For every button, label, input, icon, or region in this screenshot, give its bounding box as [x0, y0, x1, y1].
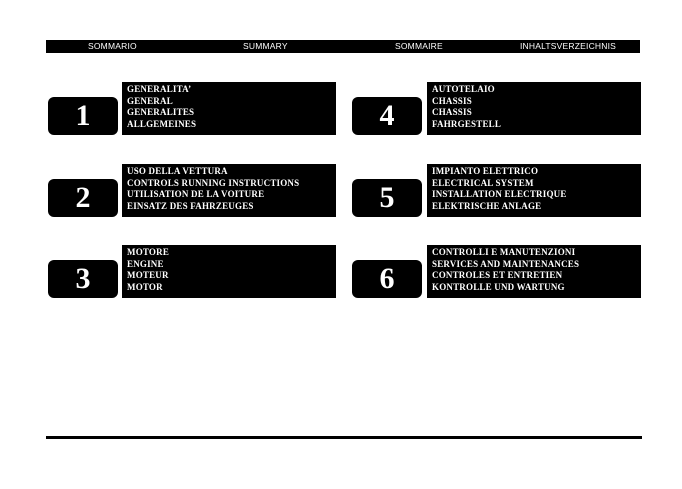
section-label-6[interactable] — [427, 245, 641, 298]
section-3-line-de: MOTOR — [127, 281, 163, 292]
section-label-4[interactable] — [427, 82, 641, 135]
section-3-line-fr: MOTEUR — [127, 270, 169, 281]
section-3-line-it: MOTORE — [127, 247, 170, 257]
header-sommaire: SOMMAIRE — [395, 41, 443, 51]
section-number-3[interactable]: 3 — [48, 260, 118, 298]
section-5-line-it: IMPIANTO ELETTRICO — [432, 166, 539, 176]
section-4-line-de: FAHRGESTELL — [432, 118, 502, 129]
section-3-line-en: ENGINE — [127, 258, 164, 269]
section-4-line-en: CHASSIS — [432, 95, 472, 106]
header-summary: SUMMARY — [243, 41, 288, 51]
section-label-5[interactable] — [427, 164, 641, 217]
section-6-line-en: SERVICES AND MAINTENANCES — [432, 258, 580, 269]
section-number-4[interactable]: 4 — [352, 97, 422, 135]
section-number-6[interactable]: 6 — [352, 260, 422, 298]
section-1-line-en: GENERAL — [127, 95, 173, 106]
section-6-line-fr: CONTROLES ET ENTRETIEN — [432, 270, 563, 281]
section-label-2[interactable] — [122, 164, 336, 217]
section-label-1[interactable] — [122, 82, 336, 135]
section-2-line-de: EINSATZ DES FAHRZEUGES — [127, 200, 254, 211]
header-bar — [46, 40, 640, 53]
section-label-3[interactable] — [122, 245, 336, 298]
section-2-line-en: CONTROLS RUNNING INSTRUCTIONS — [127, 177, 300, 188]
header-sommario: SOMMARIO — [88, 41, 137, 51]
header-inhaltsverzeichnis: INHALTSVERZEICHNIS — [520, 41, 617, 51]
section-1-line-it: GENERALITA’ — [127, 84, 192, 94]
bottom-rule — [46, 436, 642, 439]
section-number-2[interactable]: 2 — [48, 179, 118, 217]
section-number-1[interactable]: 1 — [48, 97, 118, 135]
section-4-line-it: AUTOTELAIO — [432, 84, 495, 94]
section-number-5[interactable]: 5 — [352, 179, 422, 217]
section-5-line-en: ELECTRICAL SYSTEM — [432, 177, 534, 188]
section-2-line-fr: UTILISATION DE LA VOITURE — [127, 189, 265, 200]
section-2-line-it: USO DELLA VETTURA — [127, 166, 228, 176]
section-1-line-fr: GENERALITES — [127, 107, 195, 118]
section-4-line-fr: CHASSIS — [432, 107, 472, 118]
section-1-line-de: ALLGEMEINES — [127, 118, 197, 129]
section-6-line-it: CONTROLLI E MANUTENZIONI — [432, 247, 576, 257]
section-5-line-de: ELEKTRISCHE ANLAGE — [432, 200, 542, 211]
section-6-line-de: KONTROLLE UND WARTUNG — [432, 281, 565, 292]
section-5-line-fr: INSTALLATION ELECTRIQUE — [432, 189, 567, 200]
